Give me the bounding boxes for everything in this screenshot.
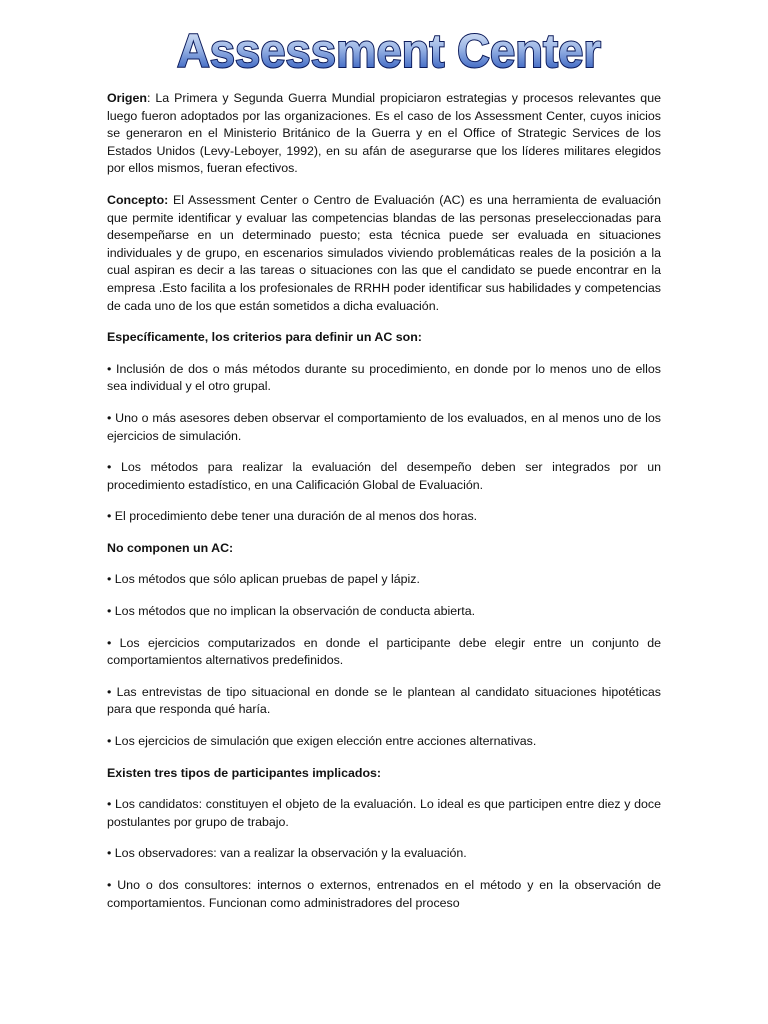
no-componen-item: • Los ejercicios de simulación que exigen elección entre acciones alternativas. (107, 734, 537, 749)
participantes-heading: Existen tres tipos de participantes implicados: (107, 765, 382, 780)
document-body (107, 90, 661, 926)
origen-paragraph (107, 90, 661, 178)
concepto-text: El Assessment Center o Centro de Evaluación (AC) es una herramienta de evaluación que permite identificar y evaluar las competencias blandas de las personas preseleccionadas para desempeñarse en un determinado puesto; esta técnica puede ser evaluada en situaciones individuales y de grupo, en escenarios simulados viviendo problemáticas reales de la posición a la cual aspiran es decir a las tareas o situaciones con las que el candidato se puede encontrar en la empresa .Esto facilita a los profesionales de RRHH poder identificar sus habilidades y competencias de cada uno de los que están sometidos a dicha evaluación. (107, 192, 661, 313)
concepto-label: Concepto: (107, 192, 169, 207)
title-banner (0, 22, 768, 78)
no-componen-item: • Los métodos que sólo aplican pruebas de papel y lápiz. (107, 572, 420, 587)
concepto-paragraph (107, 192, 661, 315)
criterios-item: • Inclusión de dos o más métodos durante su procedimiento, en donde por lo menos uno de ellos sea individual y el otro grupal. (107, 361, 661, 394)
criterios-item: • Uno o más asesores deben observar el comportamiento de los evaluados, en al menos uno de los ejercicios de simulación. (107, 410, 661, 443)
no-componen-heading: No componen un AC: (107, 540, 234, 555)
criterios-heading: Específicamente, los criterios para definir un AC son: (107, 330, 422, 345)
title-wordart (0, 22, 768, 78)
participantes-item: • Los observadores: van a realizar la observación y la evaluación. (107, 846, 467, 861)
page-title: Assessment Center (177, 24, 601, 77)
origen-label: Origen (107, 91, 147, 105)
participantes-item: • Uno o dos consultores: internos o externos, entrenados en el método y en la observación de comportamientos. Funcionan como administradores del proceso (107, 878, 661, 910)
criterios-item: • El procedimiento debe tener una duración de al menos dos horas. (107, 509, 478, 524)
no-componen-item: • Los métodos que no implican la observación de conducta abierta. (107, 604, 476, 619)
origen-text: : La Primera y Segunda Guerra Mundial propiciaron estrategias y procesos relevantes que luego fueron adoptados por las organizaciones. Es el caso de los Assessment Center, cuyos inicios se generaron en el Ministerio Británico de la Guerra y en el Office of Strategic Services de los Estados Unidos (Levy-Leboyer, 1992), en su afán de asegurarse que los líderes militares elegidos por ellos mismos, fueran efectivos. (107, 91, 661, 176)
participantes-item: • Los candidatos: constituyen el objeto de la evaluación. Lo ideal es que participen entre diez y doce postulantes por grupo de trabajo. (107, 797, 661, 829)
criterios-item: • Los métodos para realizar la evaluación del desempeño deben ser integrados por un procedimiento estadístico, en una Calificación Global de Evaluación. (107, 460, 661, 492)
no-componen-item: • Las entrevistas de tipo situacional en donde se le plantean al candidato situaciones hipotéticas para que responda qué haría. (107, 684, 661, 717)
no-componen-item: • Los ejercicios computarizados en donde el participante debe elegir entre un conjunto de comportamientos alternativos predefinidos. (107, 635, 661, 668)
